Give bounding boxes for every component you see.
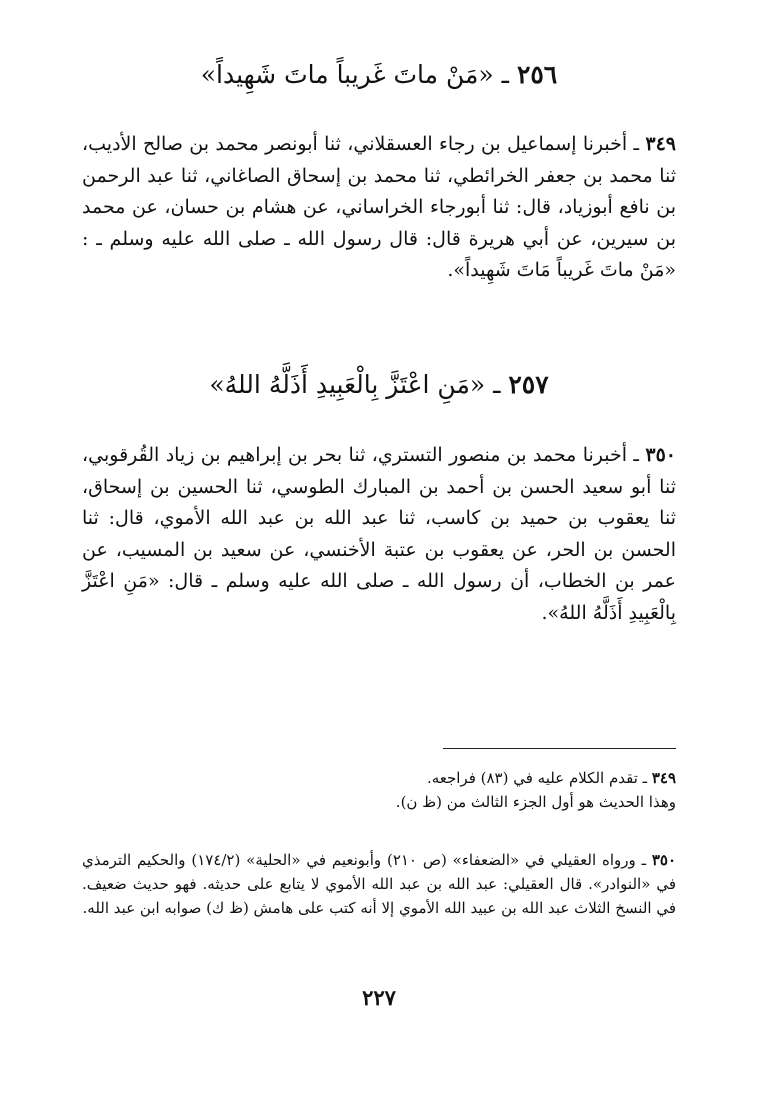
footnote-text: ـ ورواه العقيلي في «الضعفاء» (ص ٢١٠) وأبونعيم في «الحلية» (١٧٤/٢) والحكيم الترمذي في «النوادر». قال العقيلي: عبد الله بن عبد الله الأموي لا يتابع على حديثه. فهو حديث ضعيف. في النسخ الثلاث عبد الله بن عبيد الله الأموي إلا أنه كتب على هامش (ظ ك) صوابه ابن عبد الله. (82, 851, 676, 917)
entry-number: ٣٤٩ (645, 133, 676, 155)
heading-dash: ـ (493, 60, 517, 89)
heading-title: «مَنْ ماتَ غَريباً ماتَ شَهِيداً» (200, 60, 494, 89)
section-heading-256 (80, 58, 678, 92)
heading-dash: ـ (485, 370, 509, 399)
footnote-349 (82, 766, 676, 814)
footnote-number: ٣٤٩ (651, 769, 676, 787)
entry-text: ـ أخبرنا محمد بن منصور التستري، ثنا بحر بن إبراهيم بن زياد القُرقوبي، ثنا أبو سعيد الحسن بن أحمد بن المبارك الطوسي، ثنا الحسين بن إسحاق، ثنا يعقوب بن حميد بن كاسب، ثنا عبد الله بن عبد الله الأموي، قال: ثنا الحسن بن الحر، عن يعقوب بن عتبة الأخنسي، عن سعيد بن المسيب، عن عمر بن الخطاب، أن رسول الله ـ صلى الله عليه وسلم ـ قال: «مَنِ اعْتَزَّ بِالْعَبِيدِ أَذَلَّهُ اللهُ». (82, 444, 676, 624)
section-heading-257 (80, 368, 678, 402)
footnote-line: وهذا الحديث هو أول الجزء الثالث من (ظ ن). (395, 793, 676, 811)
hadith-entry-349 (82, 129, 676, 287)
heading-number: ٢٥٧ (508, 370, 549, 399)
footnote-line (82, 766, 676, 790)
heading-number: ٢٥٦ (516, 60, 558, 89)
footnote-number: ٣٥٠ (651, 851, 676, 869)
footnote-divider (443, 748, 676, 749)
page-number: ٢٢٧ (362, 985, 396, 1010)
footnote-text: ـ تقدم الكلام عليه في (٨٣) فراجعه. (426, 769, 652, 787)
entry-text: ـ أخبرنا إسماعيل بن رجاء العسقلاني، ثنا أبونصر محمد بن صالح الأديب، ثنا محمد بن جعفر الخرائطي، ثنا محمد بن إسحاق الصاغاني، ثنا عبد الرحمن بن نافع أبوزياد، قال: ثنا أبورجاء الخراساني، عن هشام بن حسان، عن محمد بن سيرين، عن أبي هريرة قال: قال رسول الله ـ صلى الله عليه وسلم ـ : «مَنْ ماتَ غَريباً مَاتَ شَهِيداً». (82, 133, 676, 282)
hadith-entry-350 (82, 440, 676, 630)
entry-number: ٣٥٠ (645, 444, 676, 466)
footnote-350 (82, 848, 676, 920)
heading-title: «مَنِ اعْتَزَّ بِالْعَبِيدِ أَذَلَّهُ اللهُ» (209, 370, 486, 399)
